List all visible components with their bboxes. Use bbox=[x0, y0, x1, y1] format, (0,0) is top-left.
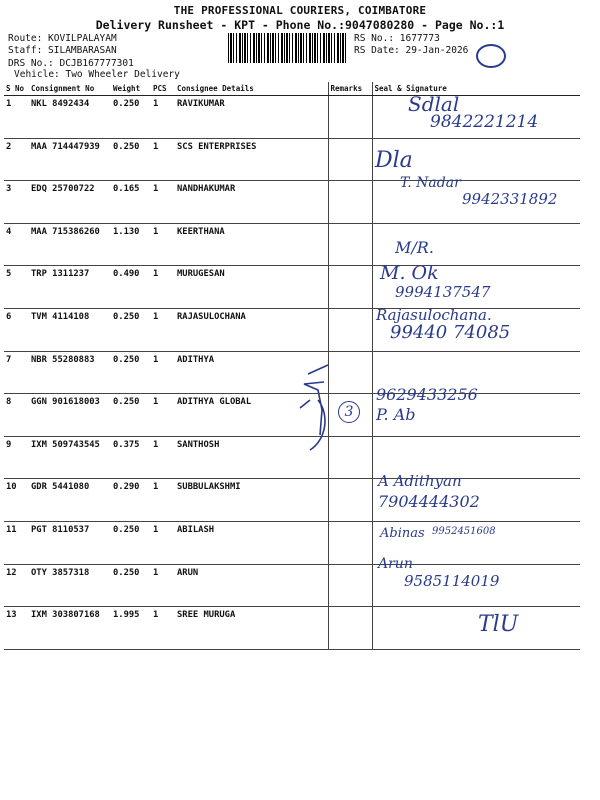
row-weight: 1.130 bbox=[111, 223, 151, 266]
row-sno: 12 bbox=[4, 564, 29, 607]
row-consignee: SREE MURUGA bbox=[175, 607, 328, 650]
row-sno: 10 bbox=[4, 479, 29, 522]
row-consignment-no: GGN 901618003 bbox=[29, 394, 111, 437]
row-weight: 0.290 bbox=[111, 479, 151, 522]
runsheet-title: Delivery Runsheet - KPT - Phone No.:9047080280 - Page No.:1 bbox=[95, 18, 505, 32]
rs-date: RS Date: 29-Jan-2026 bbox=[354, 45, 469, 56]
sig-r11-name: Abinas bbox=[380, 526, 425, 541]
row-remarks bbox=[328, 607, 372, 650]
row-consignee: ABILASH bbox=[175, 521, 328, 564]
sig-r6-name: Rajasulochana. bbox=[376, 306, 492, 324]
row-consignment-no: IXM 303807168 bbox=[29, 607, 111, 650]
row-sno: 2 bbox=[4, 138, 29, 181]
row-remarks bbox=[328, 308, 372, 351]
sig-r2: Dla bbox=[375, 148, 413, 173]
row-pcs: 1 bbox=[151, 138, 175, 181]
table-row bbox=[4, 266, 580, 309]
sig-r12-phone: 9585114019 bbox=[404, 572, 500, 590]
row-consignee: NANDHAKUMAR bbox=[175, 181, 328, 224]
sig-r5-phone: 9994137547 bbox=[395, 283, 491, 301]
row-consignee: ADITHYA bbox=[175, 351, 328, 394]
row-weight: 1.995 bbox=[111, 607, 151, 650]
row-pcs: 1 bbox=[151, 351, 175, 394]
row-pcs: 1 bbox=[151, 436, 175, 479]
staff-label: Staff: SILAMBARASAN bbox=[8, 45, 117, 56]
row-consignee: RAJASULOCHANA bbox=[175, 308, 328, 351]
row-consignee: SCS ENTERPRISES bbox=[175, 138, 328, 181]
row-pcs: 1 bbox=[151, 394, 175, 437]
row-sno: 3 bbox=[4, 181, 29, 224]
row-consignment-no: PGT 8110537 bbox=[29, 521, 111, 564]
row-consignee: ADITHYA GLOBAL bbox=[175, 394, 328, 437]
row-consignment-no: TVM 4114108 bbox=[29, 308, 111, 351]
row-sno: 13 bbox=[4, 607, 29, 650]
row-sno: 6 bbox=[4, 308, 29, 351]
col-consignment: Consignment No bbox=[29, 82, 111, 96]
row-pcs: 1 bbox=[151, 521, 175, 564]
row-pcs: 1 bbox=[151, 181, 175, 224]
company-header: THE PROFESSIONAL COURIERS, COIMBATORE bbox=[173, 4, 427, 17]
col-pcs: PCS bbox=[151, 82, 175, 96]
row-consignee: ARUN bbox=[175, 564, 328, 607]
row-consignment-no: IXM 509743545 bbox=[29, 436, 111, 479]
row-weight: 0.250 bbox=[111, 521, 151, 564]
mark-3: 3 bbox=[338, 401, 360, 423]
table-row bbox=[4, 223, 580, 266]
sig-r10-phone: 7904444302 bbox=[378, 492, 480, 511]
row-weight: 0.490 bbox=[111, 266, 151, 309]
row-consignee: MURUGESAN bbox=[175, 266, 328, 309]
rs-number: RS No.: 1677773 bbox=[354, 33, 440, 44]
row-consignment-no: NBR 55280883 bbox=[29, 351, 111, 394]
row-remarks bbox=[328, 564, 372, 607]
table-row bbox=[4, 479, 580, 522]
row-signature bbox=[372, 607, 580, 650]
sig-r10-name: A Adithyan bbox=[378, 472, 462, 490]
row-pcs: 1 bbox=[151, 308, 175, 351]
row-weight: 0.250 bbox=[111, 351, 151, 394]
row-consignment-no: TRP 1311237 bbox=[29, 266, 111, 309]
sig-r11-phone: 9952451608 bbox=[432, 526, 496, 537]
row-consignment-no: OTY 3857318 bbox=[29, 564, 111, 607]
sig-r12-name: Arun bbox=[378, 556, 413, 572]
row-consignment-no: MAA 714447939 bbox=[29, 138, 111, 181]
row-sno: 7 bbox=[4, 351, 29, 394]
drs-number: DRS No.: DCJB167777301 bbox=[8, 58, 134, 69]
row-sno: 9 bbox=[4, 436, 29, 479]
bracket-scribble bbox=[290, 360, 350, 470]
col-remarks: Remarks bbox=[328, 82, 372, 96]
row-remarks bbox=[328, 181, 372, 224]
row-weight: 0.250 bbox=[111, 564, 151, 607]
row-weight: 0.250 bbox=[111, 308, 151, 351]
sig-r5-name: M. Ok bbox=[380, 262, 439, 284]
row-weight: 0.250 bbox=[111, 138, 151, 181]
row-consignment-no: MAA 715386260 bbox=[29, 223, 111, 266]
sig-r3-phone: 9942331892 bbox=[462, 190, 558, 208]
row-pcs: 1 bbox=[151, 223, 175, 266]
row-sno: 1 bbox=[4, 96, 29, 139]
sig-r13: TlU bbox=[478, 612, 519, 637]
row-pcs: 1 bbox=[151, 479, 175, 522]
vehicle-label: Vehicle: Two Wheeler Delivery bbox=[14, 69, 180, 80]
sig-r1-phone: 9842221214 bbox=[430, 112, 539, 132]
row-weight: 0.250 bbox=[111, 96, 151, 139]
row-weight: 0.165 bbox=[111, 181, 151, 224]
sig-r4: M/R. bbox=[395, 238, 434, 257]
sig-r8-name: P. Ab bbox=[376, 405, 416, 424]
row-consignee: KEERTHANA bbox=[175, 223, 328, 266]
sig-r8-phone: 9629433256 bbox=[376, 385, 478, 404]
row-remarks bbox=[328, 223, 372, 266]
row-remarks bbox=[328, 138, 372, 181]
col-signature: Seal & Signature bbox=[372, 82, 580, 96]
row-sno: 4 bbox=[4, 223, 29, 266]
table-header-row bbox=[4, 82, 580, 96]
row-sno: 11 bbox=[4, 521, 29, 564]
sig-r3-name: T. Nadar bbox=[400, 175, 461, 191]
sig-r6-phone: 99440 74085 bbox=[390, 322, 511, 343]
row-weight: 0.250 bbox=[111, 394, 151, 437]
row-consignee: SUBBULAKSHMI bbox=[175, 479, 328, 522]
row-pcs: 1 bbox=[151, 266, 175, 309]
barcode bbox=[228, 33, 348, 63]
row-consignment-no: NKL 8492434 bbox=[29, 96, 111, 139]
row-sno: 8 bbox=[4, 394, 29, 437]
sig-r1-name: Sdlal bbox=[408, 92, 460, 116]
row-consignee: RAVIKUMAR bbox=[175, 96, 328, 139]
stamp-mark bbox=[476, 44, 506, 68]
row-sno: 5 bbox=[4, 266, 29, 309]
route-label: Route: KOVILPALAYAM bbox=[8, 33, 117, 44]
row-remarks bbox=[328, 521, 372, 564]
table-row bbox=[4, 138, 580, 181]
row-consignment-no: GDR 5441080 bbox=[29, 479, 111, 522]
col-sno: S No bbox=[4, 82, 29, 96]
col-weight: Weight bbox=[111, 82, 151, 96]
row-pcs: 1 bbox=[151, 564, 175, 607]
row-consignment-no: EDQ 25700722 bbox=[29, 181, 111, 224]
row-remarks bbox=[328, 266, 372, 309]
row-remarks bbox=[328, 96, 372, 139]
row-consignee: SANTHOSH bbox=[175, 436, 328, 479]
row-remarks bbox=[328, 479, 372, 522]
row-weight: 0.375 bbox=[111, 436, 151, 479]
row-pcs: 1 bbox=[151, 607, 175, 650]
col-consignee: Consignee Details bbox=[175, 82, 328, 96]
row-pcs: 1 bbox=[151, 96, 175, 139]
